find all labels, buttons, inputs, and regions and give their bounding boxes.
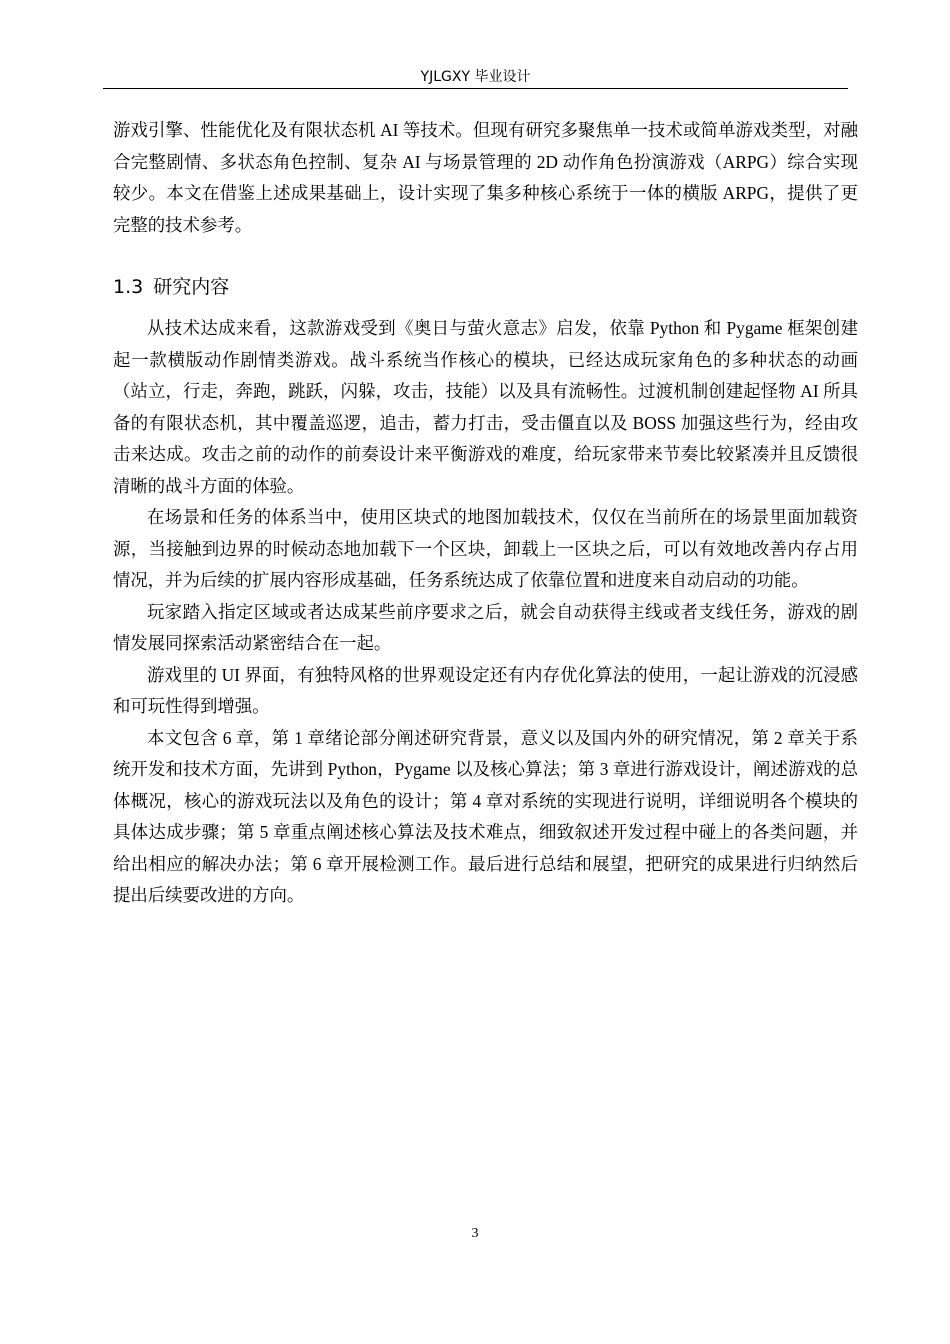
header-divider — [103, 88, 848, 89]
page-header-title: YJLGXY 毕业设计 — [420, 69, 531, 85]
section-heading — [113, 273, 858, 301]
body-paragraph-4: 游戏里的 UI 界面，有独特风格的世界观设定还有内存优化算法的使用，一起让游戏的沉浸感和可玩性得到增强。 — [113, 664, 858, 716]
section-title: 研究内容 — [153, 276, 230, 298]
section-number: 1.3 — [113, 276, 144, 298]
intro-paragraph: 游戏引擎、性能优化及有限状态机 AI 等技术。但现有研究多聚焦单一技术或简单游戏类型，对融合完整剧情、多状态角色控制、复杂 AI 与场景管理的 2D 动作角色扮演游戏（ARPG）综合实现较少。本文在借鉴上述成果基础上，设计实现了集多种核心系统于一体的横版 ARPG，提供了更完整的技术参考。 — [113, 120, 858, 235]
body-paragraph-3: 玩家踏入指定区域或者达成某些前序要求之后，就会自动获得主线或者支线任务，游戏的剧情发展同探索活动紧密结合在一起。 — [113, 601, 858, 653]
page-number: 3 — [471, 1226, 479, 1241]
body-paragraph-1: 从技术达成来看，这款游戏受到《奥日与萤火意志》启发，依靠 Python 和 Pygame 框架创建起一款横版动作剧情类游戏。战斗系统当作核心的模块，已经达成玩家角色的多种状态的动画（站立，行走，奔跑，跳跃，闪躲，攻击，技能）以及具有流畅性。过渡机制创建起怪物 AI 所具备的有限状态机，其中覆盖巡逻，追击，蓄力打击，受击僵直以及 BOSS 加强这些行为，经由攻击来达成。攻击之前的动作的前奏设计来平衡游戏的难度，给玩家带来节奏比较紧凑并且反馈很清晰的战斗方面的体验。 — [113, 318, 858, 496]
body-paragraph-2: 在场景和任务的体系当中，使用区块式的地图加载技术，仅仅在当前所在的场景里面加载资源，当接触到边界的时候动态地加载下一个区块，卸载上一区块之后，可以有效地改善内存占用情况，并为后续的扩展内容形成基础，任务系统达成了依靠位置和进度来自动启动的功能。 — [113, 507, 858, 590]
page-body — [113, 115, 858, 912]
body-paragraph-5: 本文包含 6 章，第 1 章绪论部分阐述研究背景，意义以及国内外的研究情况，第 2 章关于系统开发和技术方面，先讲到 Python，Pygame 以及核心算法；第 3 章进行游戏设计，阐述游戏的总体概况，核心的游戏玩法以及角色的设计；第 4 章对系统的实现进行说明，详细说明各个模块的具体达成步骤；第 5 章重点阐述核心算法及技术难点，细致叙述开发过程中碰上的各类问题，并给出相应的解决办法；第 6 章开展检测工作。最后进行总结和展望，把研究的成果进行归纳然后提出后续要改进的方向。 — [113, 727, 858, 905]
